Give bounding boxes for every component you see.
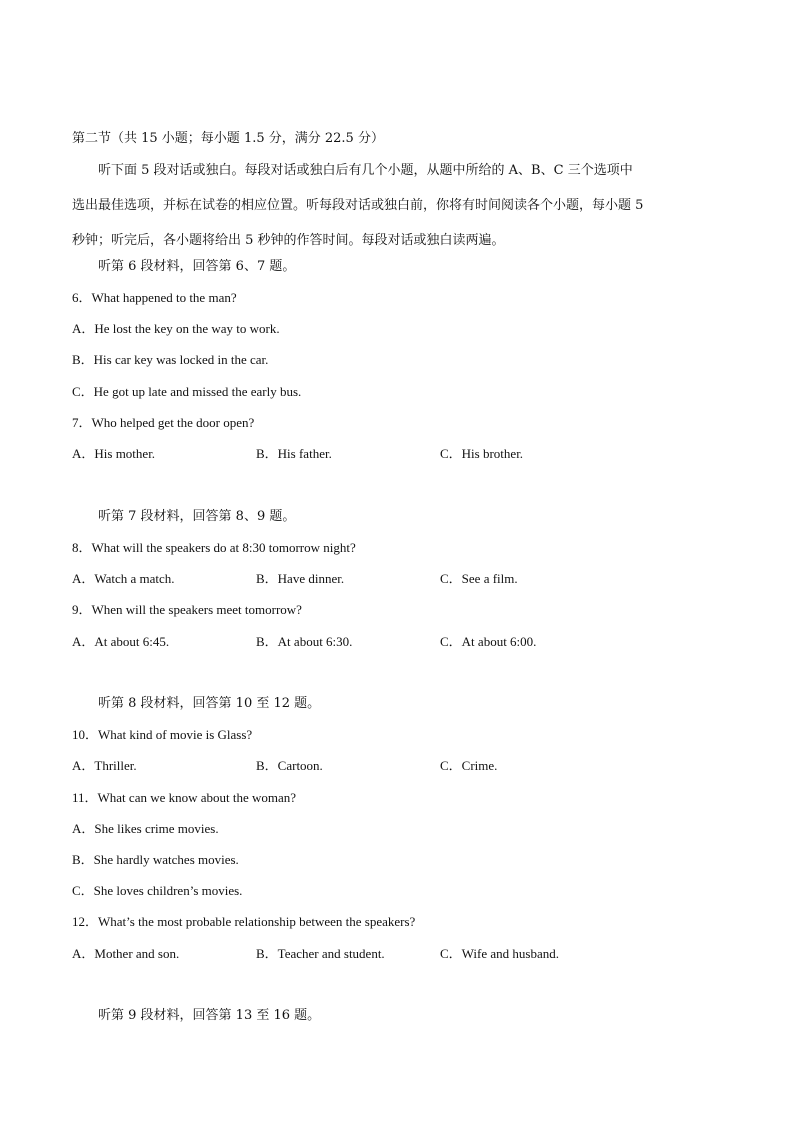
instruction-line-2: 选出最佳选项，并标在试卷的相应位置。听每段对话或独白前，你将有时间阅读各个小题，每小题 5 [72, 198, 644, 213]
group-intro-7: 听第 7 段材料，回答第 8、9 题。 [98, 509, 296, 524]
options-row-10 [72, 757, 624, 775]
question-stem-12: 12．What’s the most probable relationship between the speakers? [72, 914, 416, 929]
option-9-a: A．At about 6:45. [72, 634, 170, 649]
option-7-a: A．His mother. [72, 446, 156, 461]
option-8-a: A．Watch a match. [72, 571, 175, 586]
section-instructions [72, 162, 643, 250]
option-11-a: A．She likes crime movies. [72, 821, 219, 836]
option-12-b: B．Teacher and student. [256, 946, 385, 961]
option-12-c: C．Wife and husband. [440, 946, 559, 961]
question-stem-9: 9．When will the speakers meet tomorrow? [72, 602, 302, 617]
group-intro-8: 听第 8 段材料，回答第 10 至 12 题。 [98, 696, 321, 711]
question-stem-10: 10．What kind of movie is Glass? [72, 727, 253, 742]
option-8-b: B．Have dinner. [256, 571, 345, 586]
option-10-a: A．Thriller. [72, 758, 137, 773]
instruction-line-3: 秒钟；听完后，各小题将给出 5 秒钟的作答时间。每段对话或独白读两遍。 [72, 233, 505, 248]
instruction-line-1: 听下面 5 段对话或独白。每段对话或独白后有几个小题，从题中所给的 A、B、C 三个选项中 [98, 163, 633, 178]
options-row-12 [72, 945, 624, 963]
option-7-c: C．His brother. [440, 446, 524, 461]
group-intro-6: 听第 6 段材料，回答第 6、7 题。 [98, 259, 296, 274]
question-stem-11: 11．What can we know about the woman? [72, 790, 297, 805]
option-6-c: C．He got up late and missed the early bus. [72, 384, 302, 399]
option-7-b: B．His father. [256, 446, 332, 461]
option-10-c: C．Crime. [440, 758, 498, 773]
section-heading: 第二节（共 15 小题；每小题 1.5 分，满分 22.5 分） [72, 131, 384, 146]
option-9-c: C．At about 6:00. [440, 634, 537, 649]
option-9-b: B．At about 6:30. [256, 634, 353, 649]
option-10-b: B．Cartoon. [256, 758, 323, 773]
question-stem-7: 7．Who helped get the door open? [72, 415, 255, 430]
option-11-c: C．She loves children’s movies. [72, 883, 243, 898]
question-stem-8: 8．What will the speakers do at 8:30 tomorrow night? [72, 540, 356, 555]
group-intro-9: 听第 9 段材料，回答第 13 至 16 题。 [98, 1008, 321, 1023]
options-row-8 [72, 570, 624, 588]
option-8-c: C．See a film. [440, 571, 518, 586]
options-row-9 [72, 633, 624, 651]
option-12-a: A．Mother and son. [72, 946, 180, 961]
option-6-a: A．He lost the key on the way to work. [72, 321, 280, 336]
option-11-b: B．She hardly watches movies. [72, 852, 239, 867]
question-stem-6: 6．What happened to the man? [72, 290, 237, 305]
option-6-b: B．His car key was locked in the car. [72, 352, 269, 367]
options-row-7 [72, 445, 624, 463]
